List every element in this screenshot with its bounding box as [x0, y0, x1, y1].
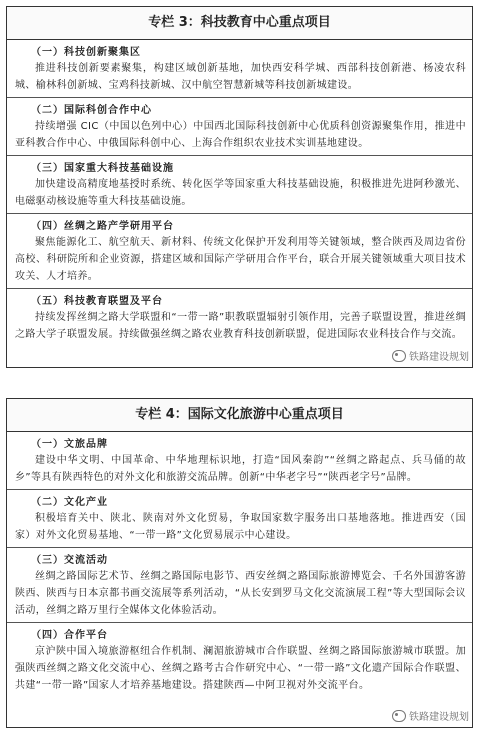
- panel-column-4: [6, 398, 473, 728]
- section-heading: （三）交流活动: [31, 555, 108, 566]
- panel-title: 专栏 4：国际文化旅游中心重点项目: [7, 399, 472, 432]
- panel-column-3: [6, 6, 473, 368]
- section-heading: （一）文旅品牌: [31, 439, 108, 450]
- section-heading: （五）科技教育联盟及平台: [31, 296, 163, 307]
- section-3: [7, 156, 472, 214]
- watermark: [392, 348, 469, 363]
- section-1: [7, 40, 472, 98]
- section-heading: （一）科技创新聚集区: [31, 47, 141, 58]
- section-heading: （二）文化产业: [31, 497, 108, 508]
- section-heading: （二）国际科创合作中心: [31, 105, 152, 116]
- section-3: [7, 548, 472, 623]
- section-heading: （四）合作平台: [31, 630, 108, 641]
- section-body: 持续增强 CIC（中国以色列中心）中国西北国际科技创新中心优质科创资源聚集作用，推进中亚科教合作中心、中俄国际科创中心、上海合作组织农业技术实训基地建设。: [15, 121, 466, 149]
- section-body: 京沪陕中国入境旅游枢纽合作机制、澜湄旅游城市合作联盟、丝绸之路国际旅游城市联盟。加强陕西丝绸之路文化交流中心、丝绸之路考古合作研究中心、“一带一路”文化遗产国际合作联盟、共建“一带一路”国家人才培养基地建设。搭建陕西—中阿卫视对外交流平台。: [15, 646, 466, 691]
- section-heading: （三）国家重大科技基础设施: [31, 163, 174, 174]
- section-body: 建设中华文明、中国革命、中华地理标识地，打造“国风秦韵”“丝绸之路起点、兵马俑的故乡”等具有陕西特色的对外文化和旅游交流品牌。创新“中华老字号”“陕西老字号”品牌。: [15, 455, 466, 483]
- section-body: 持续发挥丝绸之路大学联盟和“一带一路”职教联盟辐射引领作用，完善子联盟设置，推进丝绸之路大学子联盟发展。持续做强丝绸之路农业教育科技创新联盟，促进国际农业科技合作与交流。: [15, 312, 466, 340]
- watermark: [392, 708, 469, 723]
- section-2: [7, 98, 472, 156]
- section-heading: （四）丝绸之路产学研用平台: [31, 221, 174, 232]
- section-1: [7, 432, 472, 490]
- section-4: [7, 214, 472, 289]
- watermark-text: 铁路建设规划: [409, 352, 469, 363]
- section-body: 丝绸之路国际艺术节、丝绸之路国际电影节、西安丝绸之路国际旅游博览会、千名外国游客游陕西、陕西与日本京都书画交流展等系列活动，“从长安到罗马文化交流演展工程”等大型国际会议活动，丝绸之路万里行全媒体文化体验活动。: [15, 571, 466, 616]
- wechat-icon: [392, 710, 406, 722]
- panel-title: 专栏 3：科技教育中心重点项目: [7, 7, 472, 40]
- section-2: [7, 490, 472, 548]
- section-body: 聚焦能源化工、航空航天、新材料、传统文化保护开发利用等关键领域，整合陕西及周边省份高校、科研院所和企业资源，搭建区域和国际产学研用合作平台，联合开展关键领域重大项目技术攻关、人才培养。: [15, 237, 466, 282]
- section-5: [7, 289, 472, 346]
- section-body: 积极培育关中、陕北、陕南对外文化贸易，争取国家数字服务出口基地落地。推进西安（国家）对外文化贸易基地、“一带一路”文化贸易展示中心建设。: [15, 513, 466, 541]
- wechat-icon: [392, 350, 406, 362]
- section-4: [7, 623, 472, 697]
- section-body: 加快建设高精度地基授时系统、转化医学等国家重大科技基础设施，积极推进先进阿秒激光、电磁驱动核设施等重大科技基础设施。: [15, 179, 466, 207]
- section-body: 推进科技创新要素聚集，构建区域创新基地，加快西安科学城、西部科技创新港、杨凌农科城、榆林科创新城、宝鸡科技新城、汉中航空智慧新城等科技创新城建设。: [15, 63, 466, 91]
- watermark-text: 铁路建设规划: [409, 712, 469, 723]
